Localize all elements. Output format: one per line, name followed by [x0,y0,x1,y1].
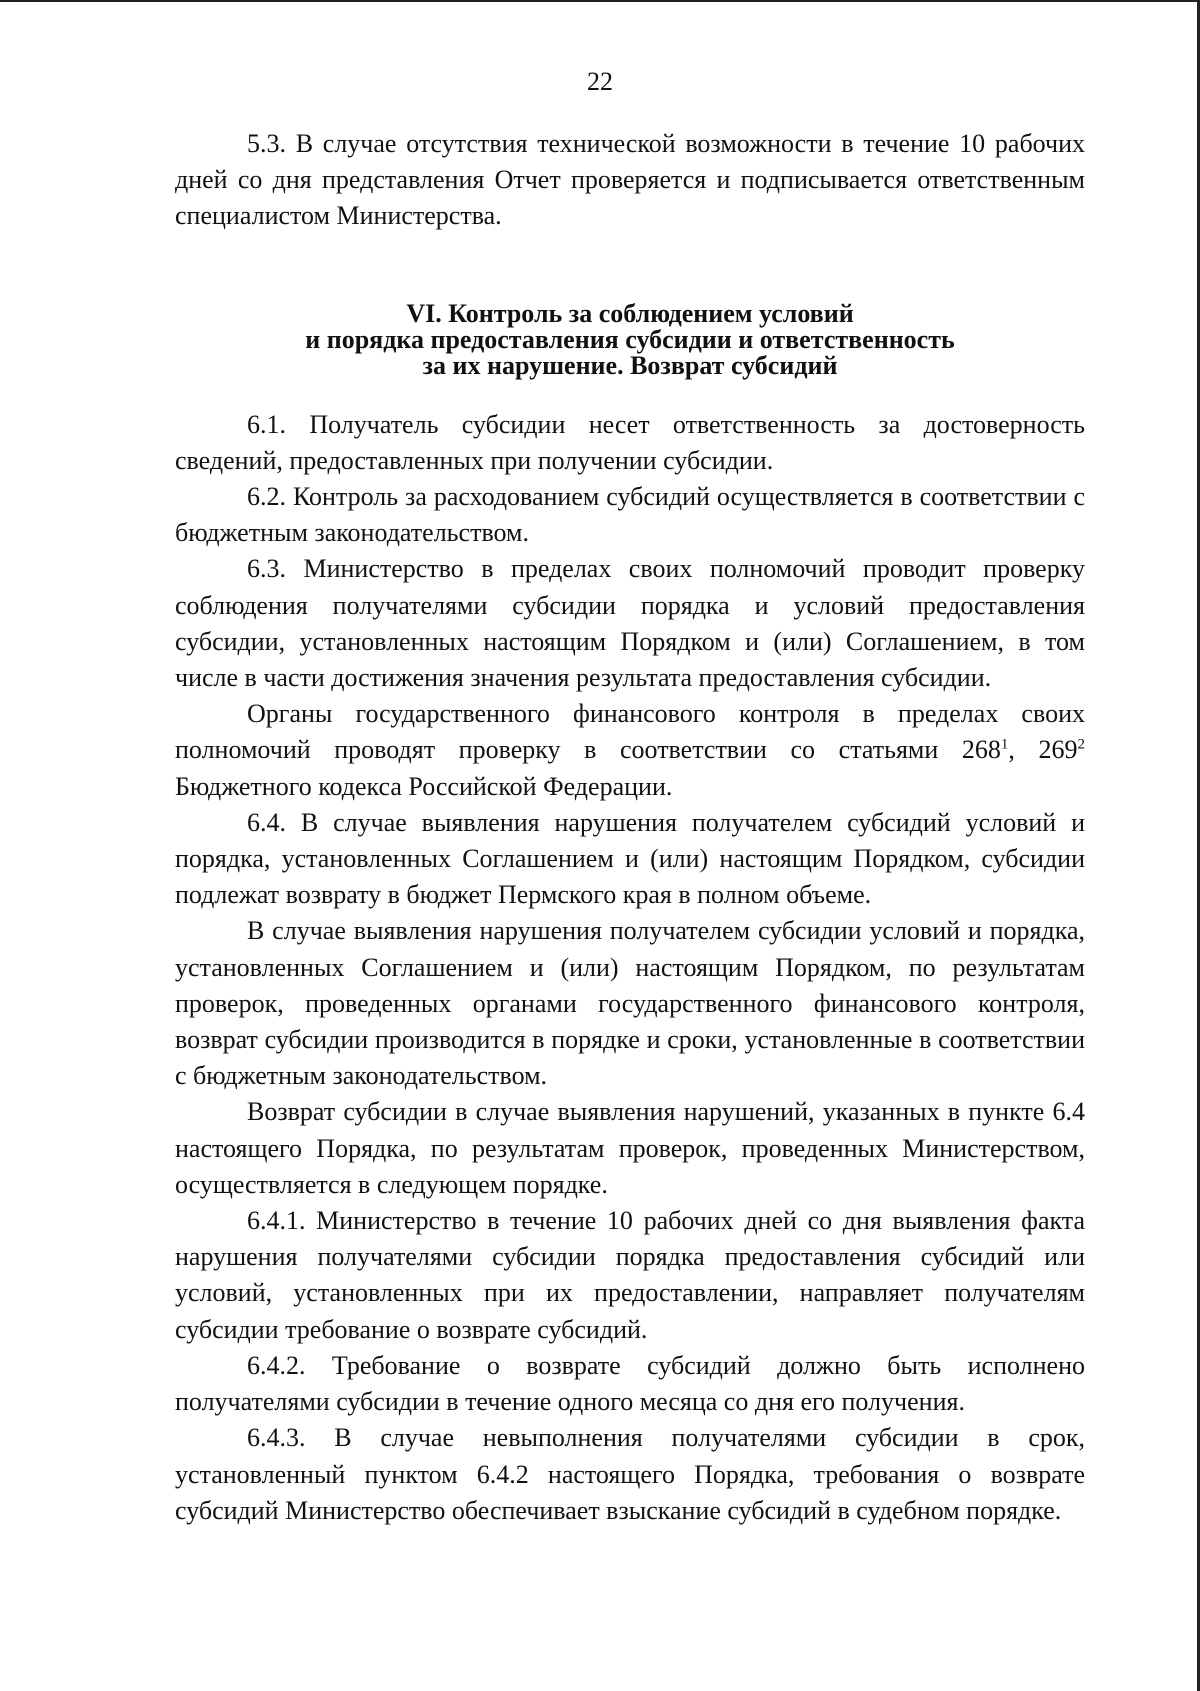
paragraph-control-organs [175,696,1085,805]
article-269: 269 [1038,735,1078,765]
paragraph-6-4: 6.4. В случае выявления нарушения получателем субсидий условий и порядка, установленных Соглашением и (или) настоящим Порядком, субсидии подлежат возврату в бюджет Пермского края в полном объеме. [175,807,1085,910]
paragraph-6-4-3: 6.4.3. В случае невыполнения получателями субсидии в срок, установленный пунктом 6.4.2 настоящего Порядка, требования о возврате субсидий Министерство обеспечивает взыскание субсидий в судебном порядке. [175,1423,1085,1525]
paragraph-5-3: 5.3. В случае отсутствия технической возможности в течение 10 рабочих дней со дня представления Отчет проверяется и подписывается ответственным специалистом Министерства. [175,129,1085,231]
page-number: 22 [587,67,613,96]
paragraph-6-3: 6.3. Министерство в пределах своих полномочий проводит проверку соблюдения получателями субсидии порядка и условий предоставления субсидии, установленных настоящим Порядком и (или) Соглашением, в том числе в части достижения значения результата предоставления субсидии. [175,554,1085,693]
article-268: 268 [961,735,1001,765]
section-heading-line-1: VI. Контроль за соблюдением условий [406,298,854,328]
article-269-superscript: 2 [1077,736,1085,753]
paragraph-6-2: 6.2. Контроль за расходованием субсидий осуществляется в соответствии с бюджетным законодательством. [175,482,1085,548]
section-heading-line-3: за их нарушение. Возврат субсидий [422,350,838,380]
paragraph-6-4-violation-control: В случае выявления нарушения получателем субсидии условий и порядка, установленных Соглашением и (или) настоящим Порядком, по результатам проверок, проведенных органами государственного финансового контроля, возврат субсидии производится в порядке и сроки, установленные в соответствии с бюджетным законодательством. [175,916,1085,1091]
article-268-superscript: 1 [1000,736,1009,753]
control-organs-text-after: Бюджетного кодекса Российской Федерации. [175,771,673,801]
document-body [175,126,1085,1529]
paragraph-6-4-return-procedure: Возврат субсидии в случае выявления нарушений, указанных в пункте 6.4 настоящего Порядка, по результатам проверок, проведенных Министерством, осуществляется в следующем порядке. [175,1097,1085,1199]
paragraph-6-4-1: 6.4.1. Министерство в течение 10 рабочих дней со дня выявления факта нарушения получателями субсидии порядка предоставления субсидий или условий, установленных при их предоставлении, направляет получателям субсидии требование о возврате субсидий. [175,1206,1085,1344]
control-organs-text-before: Органы государственного финансового контроля в пределах своих полномочий проводят проверку в соответствии со статьями [175,699,1085,765]
section-heading [175,298,1085,380]
article-separator: , [1008,735,1039,765]
section-heading-line-2: и порядка предоставления субсидии и ответственность [305,324,955,354]
paragraph-6-4-2: 6.4.2. Требование о возврате субсидий должно быть исполнено получателями субсидии в течение одного месяца со дня его получения. [175,1350,1085,1417]
paragraph-6-1: 6.1. Получатель субсидии несет ответственность за достоверность сведений, предоставленных при получении субсидии. [175,409,1085,475]
